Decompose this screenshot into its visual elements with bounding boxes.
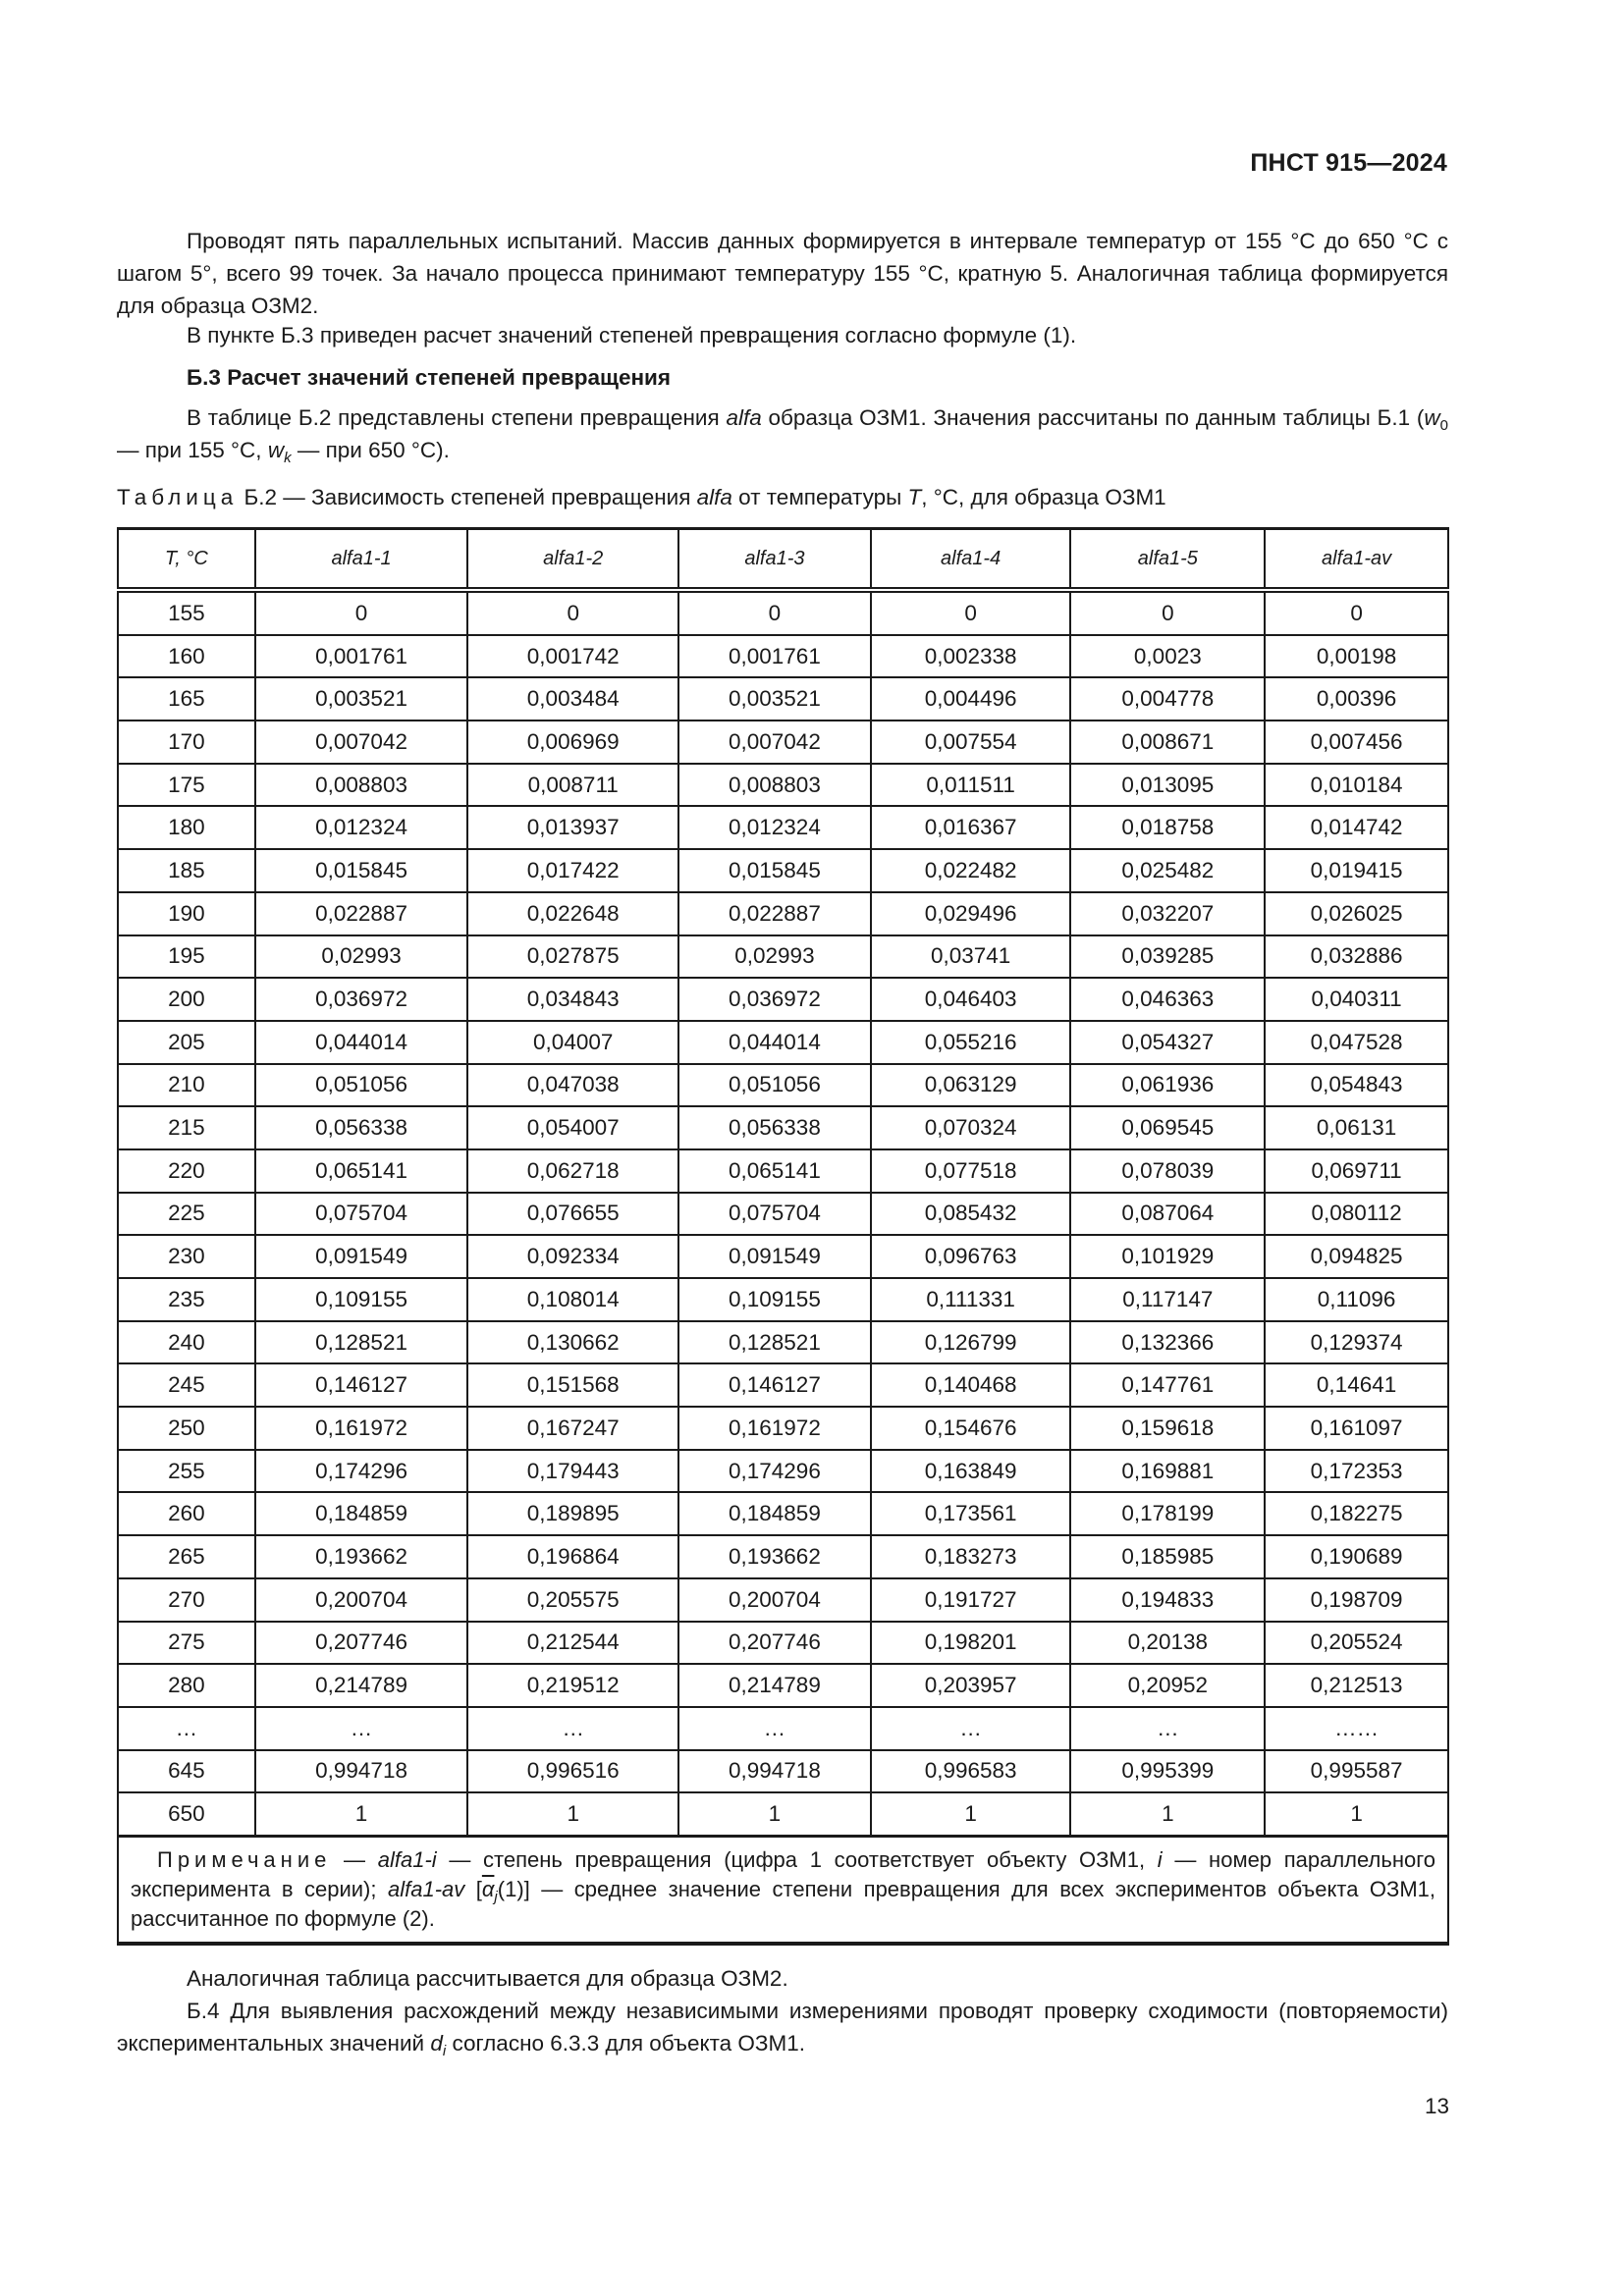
table-row [118, 978, 1448, 1021]
cell-value: 0,054843 [1265, 1064, 1448, 1107]
cell-value: 0,003484 [467, 677, 678, 721]
table-row [118, 892, 1448, 935]
cell-value: 0,001761 [678, 635, 871, 678]
cell-value: 0,080112 [1265, 1193, 1448, 1236]
cell-value: 0,161972 [678, 1407, 871, 1450]
cell-value: 0,056338 [255, 1106, 468, 1149]
cell-value: 0,146127 [678, 1363, 871, 1407]
cell-value: 0,018758 [1070, 806, 1265, 849]
cell-value: 0,087064 [1070, 1193, 1265, 1236]
cell-value: 0,065141 [678, 1149, 871, 1193]
cell-value: 0,011511 [871, 764, 1071, 807]
cell-value: 0,207746 [678, 1622, 871, 1665]
cell-value: … [871, 1707, 1071, 1750]
cell-value: 0,129374 [1265, 1321, 1448, 1364]
col-header-alfa1-1: alfa1-1 [255, 529, 468, 591]
cell-value: 0,173561 [871, 1492, 1071, 1535]
cell-value: 0,132366 [1070, 1321, 1265, 1364]
table-row [118, 1064, 1448, 1107]
cell-value: 0,077518 [871, 1149, 1071, 1193]
cell-value: 0,0023 [1070, 635, 1265, 678]
table-row [118, 1235, 1448, 1278]
cell-value: 0,146127 [255, 1363, 468, 1407]
cell-value: 0,179443 [467, 1450, 678, 1493]
paragraph-table-intro: В таблице Б.2 представлены степени превращения alfa образца ОЗМ1. Значения рассчитаны по данным таблицы Б.1 ($w_0$ — при 155 °С, $w_k$ — при 650 °С). [117, 405, 1448, 466]
cell-value: 0,055216 [871, 1021, 1071, 1064]
cell-value: 0,182275 [1265, 1492, 1448, 1535]
cell-value: 0,190689 [1265, 1535, 1448, 1578]
cell-temperature: 200 [118, 978, 255, 1021]
cell-value: 0,14641 [1265, 1363, 1448, 1407]
cell-value: … [1070, 1707, 1265, 1750]
cell-value: 0,00396 [1265, 677, 1448, 721]
cell-value: 0,022887 [255, 892, 468, 935]
cell-temperature: 245 [118, 1363, 255, 1407]
table-row [118, 1278, 1448, 1321]
cell-value: 0,207746 [255, 1622, 468, 1665]
cell-value: 0,995587 [1265, 1750, 1448, 1793]
cell-value: 1 [467, 1792, 678, 1836]
cell-temperature: 155 [118, 590, 255, 635]
cell-value: 0,061936 [1070, 1064, 1265, 1107]
cell-value: 0,046403 [871, 978, 1071, 1021]
cell-temperature: 165 [118, 677, 255, 721]
cell-value: 0,994718 [678, 1750, 871, 1793]
cell-temperature: 215 [118, 1106, 255, 1149]
cell-value: 0,022482 [871, 849, 1071, 892]
cell-value: 0,214789 [678, 1664, 871, 1707]
cell-value: 0 [678, 590, 871, 635]
cell-value: 0,008803 [255, 764, 468, 807]
cell-value: 0,151568 [467, 1363, 678, 1407]
cell-value: 0,022648 [467, 892, 678, 935]
cell-value: 0,169881 [1070, 1450, 1265, 1493]
cell-value: 0,03741 [871, 935, 1071, 979]
cell-value: 0,054327 [1070, 1021, 1265, 1064]
cell-value: 0,003521 [678, 677, 871, 721]
cell-value: 0,019415 [1265, 849, 1448, 892]
cell-value: 1 [255, 1792, 468, 1836]
col-header-alfa1-5: alfa1-5 [1070, 529, 1265, 591]
table-row [118, 764, 1448, 807]
cell-value: 0,013937 [467, 806, 678, 849]
cell-value: 0,205524 [1265, 1622, 1448, 1665]
paragraph-ozm2-note: Аналогичная таблица рассчитывается для образца ОЗМ2. [187, 1966, 788, 1991]
cell-value: 0,11096 [1265, 1278, 1448, 1321]
cell-temperature: 235 [118, 1278, 255, 1321]
cell-value: 0 [871, 590, 1071, 635]
cell-value: 0,130662 [467, 1321, 678, 1364]
cell-temperature: 230 [118, 1235, 255, 1278]
cell-value: … [467, 1707, 678, 1750]
cell-value: 0,062718 [467, 1149, 678, 1193]
cell-value: 0,00198 [1265, 635, 1448, 678]
cell-value: 0,007554 [871, 721, 1071, 764]
cell-value: 0,004778 [1070, 677, 1265, 721]
cell-temperature: 190 [118, 892, 255, 935]
cell-temperature: 160 [118, 635, 255, 678]
cell-value: …… [1265, 1707, 1448, 1750]
cell-temperature: 280 [118, 1664, 255, 1707]
page-number: 13 [1424, 2094, 1449, 2118]
cell-value: 0,054007 [467, 1106, 678, 1149]
paragraph-reference-b3: В пункте Б.3 приведен расчет значений степеней превращения согласно формуле (1). [187, 323, 1077, 347]
cell-value: 0,205575 [467, 1578, 678, 1622]
cell-value: 0,012324 [678, 806, 871, 849]
cell-value: 0,04007 [467, 1021, 678, 1064]
cell-value: 0,008671 [1070, 721, 1265, 764]
cell-value: 0,161972 [255, 1407, 468, 1450]
cell-value: 0,193662 [678, 1535, 871, 1578]
cell-value: 0,163849 [871, 1450, 1071, 1493]
cell-value: 0,025482 [1070, 849, 1265, 892]
cell-value: 0,091549 [678, 1235, 871, 1278]
cell-value: 0,070324 [871, 1106, 1071, 1149]
cell-value: 0,039285 [1070, 935, 1265, 979]
cell-value: 0,167247 [467, 1407, 678, 1450]
cell-temperature: 210 [118, 1064, 255, 1107]
cell-value: 0,096763 [871, 1235, 1071, 1278]
cell-value: 0,101929 [1070, 1235, 1265, 1278]
cell-value: 0,196864 [467, 1535, 678, 1578]
cell-value: 0,044014 [255, 1021, 468, 1064]
cell-value: 0,183273 [871, 1535, 1071, 1578]
cell-temperature: 265 [118, 1535, 255, 1578]
cell-value: 0,20952 [1070, 1664, 1265, 1707]
cell-value: 0,117147 [1070, 1278, 1265, 1321]
cell-value: 0,056338 [678, 1106, 871, 1149]
table-row [118, 1750, 1448, 1793]
cell-value: 0,219512 [467, 1664, 678, 1707]
cell-temperature: 255 [118, 1450, 255, 1493]
cell-value: 0,006969 [467, 721, 678, 764]
cell-value: 0,092334 [467, 1235, 678, 1278]
cell-value: 0,203957 [871, 1664, 1071, 1707]
cell-value: 1 [1070, 1792, 1265, 1836]
cell-value: 0,191727 [871, 1578, 1071, 1622]
cell-value: 0,20138 [1070, 1622, 1265, 1665]
cell-value: 0,194833 [1070, 1578, 1265, 1622]
cell-value: 0,032207 [1070, 892, 1265, 935]
cell-value: 1 [678, 1792, 871, 1836]
table-body [118, 590, 1448, 1836]
table-row [118, 1149, 1448, 1193]
cell-temperature: 645 [118, 1750, 255, 1793]
cell-value: 0,014742 [1265, 806, 1448, 849]
cell-value: 0,026025 [1265, 892, 1448, 935]
cell-value: 0,047528 [1265, 1021, 1448, 1064]
table-row [118, 1450, 1448, 1493]
cell-value: 0,189895 [467, 1492, 678, 1535]
cell-value: 0,078039 [1070, 1149, 1265, 1193]
cell-value: 0,212544 [467, 1622, 678, 1665]
table-row [118, 1535, 1448, 1578]
cell-value: 0,029496 [871, 892, 1071, 935]
table-row [118, 590, 1448, 635]
cell-value: 0,034843 [467, 978, 678, 1021]
cell-temperature: 175 [118, 764, 255, 807]
cell-temperature: 275 [118, 1622, 255, 1665]
table-row [118, 1492, 1448, 1535]
cell-value: 0,001742 [467, 635, 678, 678]
cell-value: 0,109155 [678, 1278, 871, 1321]
cell-value: 0,996516 [467, 1750, 678, 1793]
cell-value: 0,200704 [678, 1578, 871, 1622]
cell-value: 0,200704 [255, 1578, 468, 1622]
cell-value: 0,022887 [678, 892, 871, 935]
table-row [118, 1578, 1448, 1622]
cell-temperature: 205 [118, 1021, 255, 1064]
col-header-temperature: T, °С [118, 529, 255, 591]
cell-value: 0,111331 [871, 1278, 1071, 1321]
table-header-row [118, 529, 1448, 591]
table-row [118, 1407, 1448, 1450]
cell-value: 0,004496 [871, 677, 1071, 721]
cell-value: 0,198201 [871, 1622, 1071, 1665]
cell-value: 0,198709 [1265, 1578, 1448, 1622]
cell-value: 0,010184 [1265, 764, 1448, 807]
cell-value: 0 [467, 590, 678, 635]
cell-temperature: 250 [118, 1407, 255, 1450]
cell-value: 0,996583 [871, 1750, 1071, 1793]
cell-value: 0,013095 [1070, 764, 1265, 807]
cell-value: 0,016367 [871, 806, 1071, 849]
cell-value: 0,128521 [255, 1321, 468, 1364]
cell-value: 0,094825 [1265, 1235, 1448, 1278]
cell-value: 0,007456 [1265, 721, 1448, 764]
table-row [118, 1792, 1448, 1836]
table-row [118, 935, 1448, 979]
cell-value: 0,159618 [1070, 1407, 1265, 1450]
table-row [118, 635, 1448, 678]
cell-value: 0,085432 [871, 1193, 1071, 1236]
table-note-row [118, 1836, 1448, 1944]
cell-value: 0,178199 [1070, 1492, 1265, 1535]
cell-value: 0,063129 [871, 1064, 1071, 1107]
cell-temperature: 225 [118, 1193, 255, 1236]
cell-value: 0,109155 [255, 1278, 468, 1321]
cell-value: 0,108014 [467, 1278, 678, 1321]
cell-value: 0,044014 [678, 1021, 871, 1064]
cell-value: 0,017422 [467, 849, 678, 892]
table-row [118, 849, 1448, 892]
cell-value: 0,069545 [1070, 1106, 1265, 1149]
cell-value: 0,185985 [1070, 1535, 1265, 1578]
table-row [118, 1106, 1448, 1149]
cell-value: 0,036972 [255, 978, 468, 1021]
cell-value: 0,051056 [255, 1064, 468, 1107]
cell-value: 0,015845 [678, 849, 871, 892]
cell-value: 0,161097 [1265, 1407, 1448, 1450]
cell-value: 0,193662 [255, 1535, 468, 1578]
table-row [118, 806, 1448, 849]
cell-temperature: 240 [118, 1321, 255, 1364]
cell-value: 0 [1070, 590, 1265, 635]
cell-value: 0,008711 [467, 764, 678, 807]
cell-value: 0 [255, 590, 468, 635]
cell-temperature: 260 [118, 1492, 255, 1535]
table-row [118, 721, 1448, 764]
cell-value: 0,032886 [1265, 935, 1448, 979]
table-row [118, 1363, 1448, 1407]
cell-value: 0,001761 [255, 635, 468, 678]
cell-value: 0,02993 [678, 935, 871, 979]
cell-value: 0,069711 [1265, 1149, 1448, 1193]
cell-temperature: 195 [118, 935, 255, 979]
cell-value: 0,06131 [1265, 1106, 1448, 1149]
col-header-alfa1-4: alfa1-4 [871, 529, 1071, 591]
cell-temperature: 180 [118, 806, 255, 849]
cell-temperature: 185 [118, 849, 255, 892]
col-header-alfa1-3: alfa1-3 [678, 529, 871, 591]
table-row [118, 677, 1448, 721]
cell-value: 0 [1265, 590, 1448, 635]
cell-value: 0,174296 [255, 1450, 468, 1493]
table-caption: Таблица Б.2 — Зависимость степеней превращения alfa от температуры T, °С, для образца ОЗМ1 [117, 485, 1166, 509]
cell-temperature: 650 [118, 1792, 255, 1836]
table-note: Примечание — alfa1-i — степень превращения (цифра 1 соответствует объекту ОЗМ1, i — номер параллельного эксперимента в серии); alfa1-av $[\overline{\alpha}_j(1)]$ — среднее значение степени превращения для всех экспериментов объекта ОЗМ1, рассчитанное по формуле (2). [118, 1836, 1448, 1944]
cell-value: 0,214789 [255, 1664, 468, 1707]
cell-value: 0,002338 [871, 635, 1071, 678]
cell-value: 0,02993 [255, 935, 468, 979]
standard-code: ПНСТ 915—2024 [1250, 149, 1447, 177]
cell-value: … [255, 1707, 468, 1750]
cell-value: 0,091549 [255, 1235, 468, 1278]
conversion-degree-table [117, 527, 1449, 1946]
cell-value: 0,172353 [1265, 1450, 1448, 1493]
cell-value: 0,036972 [678, 978, 871, 1021]
cell-value: 0,154676 [871, 1407, 1071, 1450]
cell-temperature: 220 [118, 1149, 255, 1193]
table-row [118, 1707, 1448, 1750]
cell-value: 0,184859 [678, 1492, 871, 1535]
table-row [118, 1622, 1448, 1665]
cell-value: 0,008803 [678, 764, 871, 807]
cell-value: 1 [871, 1792, 1071, 1836]
table-row [118, 1193, 1448, 1236]
cell-value: 0,174296 [678, 1450, 871, 1493]
cell-value: 0,015845 [255, 849, 468, 892]
col-header-alfa1-2: alfa1-2 [467, 529, 678, 591]
cell-value: 0,007042 [678, 721, 871, 764]
cell-value: 0,047038 [467, 1064, 678, 1107]
table-row [118, 1321, 1448, 1364]
cell-value: 0,040311 [1265, 978, 1448, 1021]
paragraph-parallel-tests: Проводят пять параллельных испытаний. Массив данных формируется в интервале температур от 155 °С до 650 °С с шагом 5°, всего 99 точек. За начало процесса принимают температуру 155 °С, кратную 5. Аналогичная таблица формируется для образца ОЗМ2. [117, 229, 1448, 318]
cell-value: … [678, 1707, 871, 1750]
cell-value: 0,184859 [255, 1492, 468, 1535]
cell-temperature: 270 [118, 1578, 255, 1622]
cell-value: 0,128521 [678, 1321, 871, 1364]
cell-value: 0,051056 [678, 1064, 871, 1107]
cell-value: 0,076655 [467, 1193, 678, 1236]
table-row [118, 1664, 1448, 1707]
col-header-alfa1-av: alfa1-av [1265, 529, 1448, 591]
cell-value: 0,027875 [467, 935, 678, 979]
cell-value: 0,075704 [255, 1193, 468, 1236]
cell-value: 0,995399 [1070, 1750, 1265, 1793]
cell-temperature: 170 [118, 721, 255, 764]
cell-value: 0,075704 [678, 1193, 871, 1236]
cell-value: 0,994718 [255, 1750, 468, 1793]
section-heading-b3: Б.3 Расчет значений степеней превращения [187, 365, 672, 390]
cell-value: 0,003521 [255, 677, 468, 721]
cell-temperature: … [118, 1707, 255, 1750]
cell-value: 0,126799 [871, 1321, 1071, 1364]
cell-value: 0,012324 [255, 806, 468, 849]
cell-value: 0,046363 [1070, 978, 1265, 1021]
cell-value: 0,007042 [255, 721, 468, 764]
paragraph-b4: Б.4 Для выявления расхождений между независимыми измерениями проводят проверку сходимости (повторяемости) экспериментальных значений $d_i$ согласно 6.3.3 для объекта ОЗМ1. [117, 1999, 1448, 2059]
table-row [118, 1021, 1448, 1064]
cell-value: 0,065141 [255, 1149, 468, 1193]
cell-value: 0,140468 [871, 1363, 1071, 1407]
cell-value: 1 [1265, 1792, 1448, 1836]
cell-value: 0,147761 [1070, 1363, 1265, 1407]
cell-value: 0,212513 [1265, 1664, 1448, 1707]
